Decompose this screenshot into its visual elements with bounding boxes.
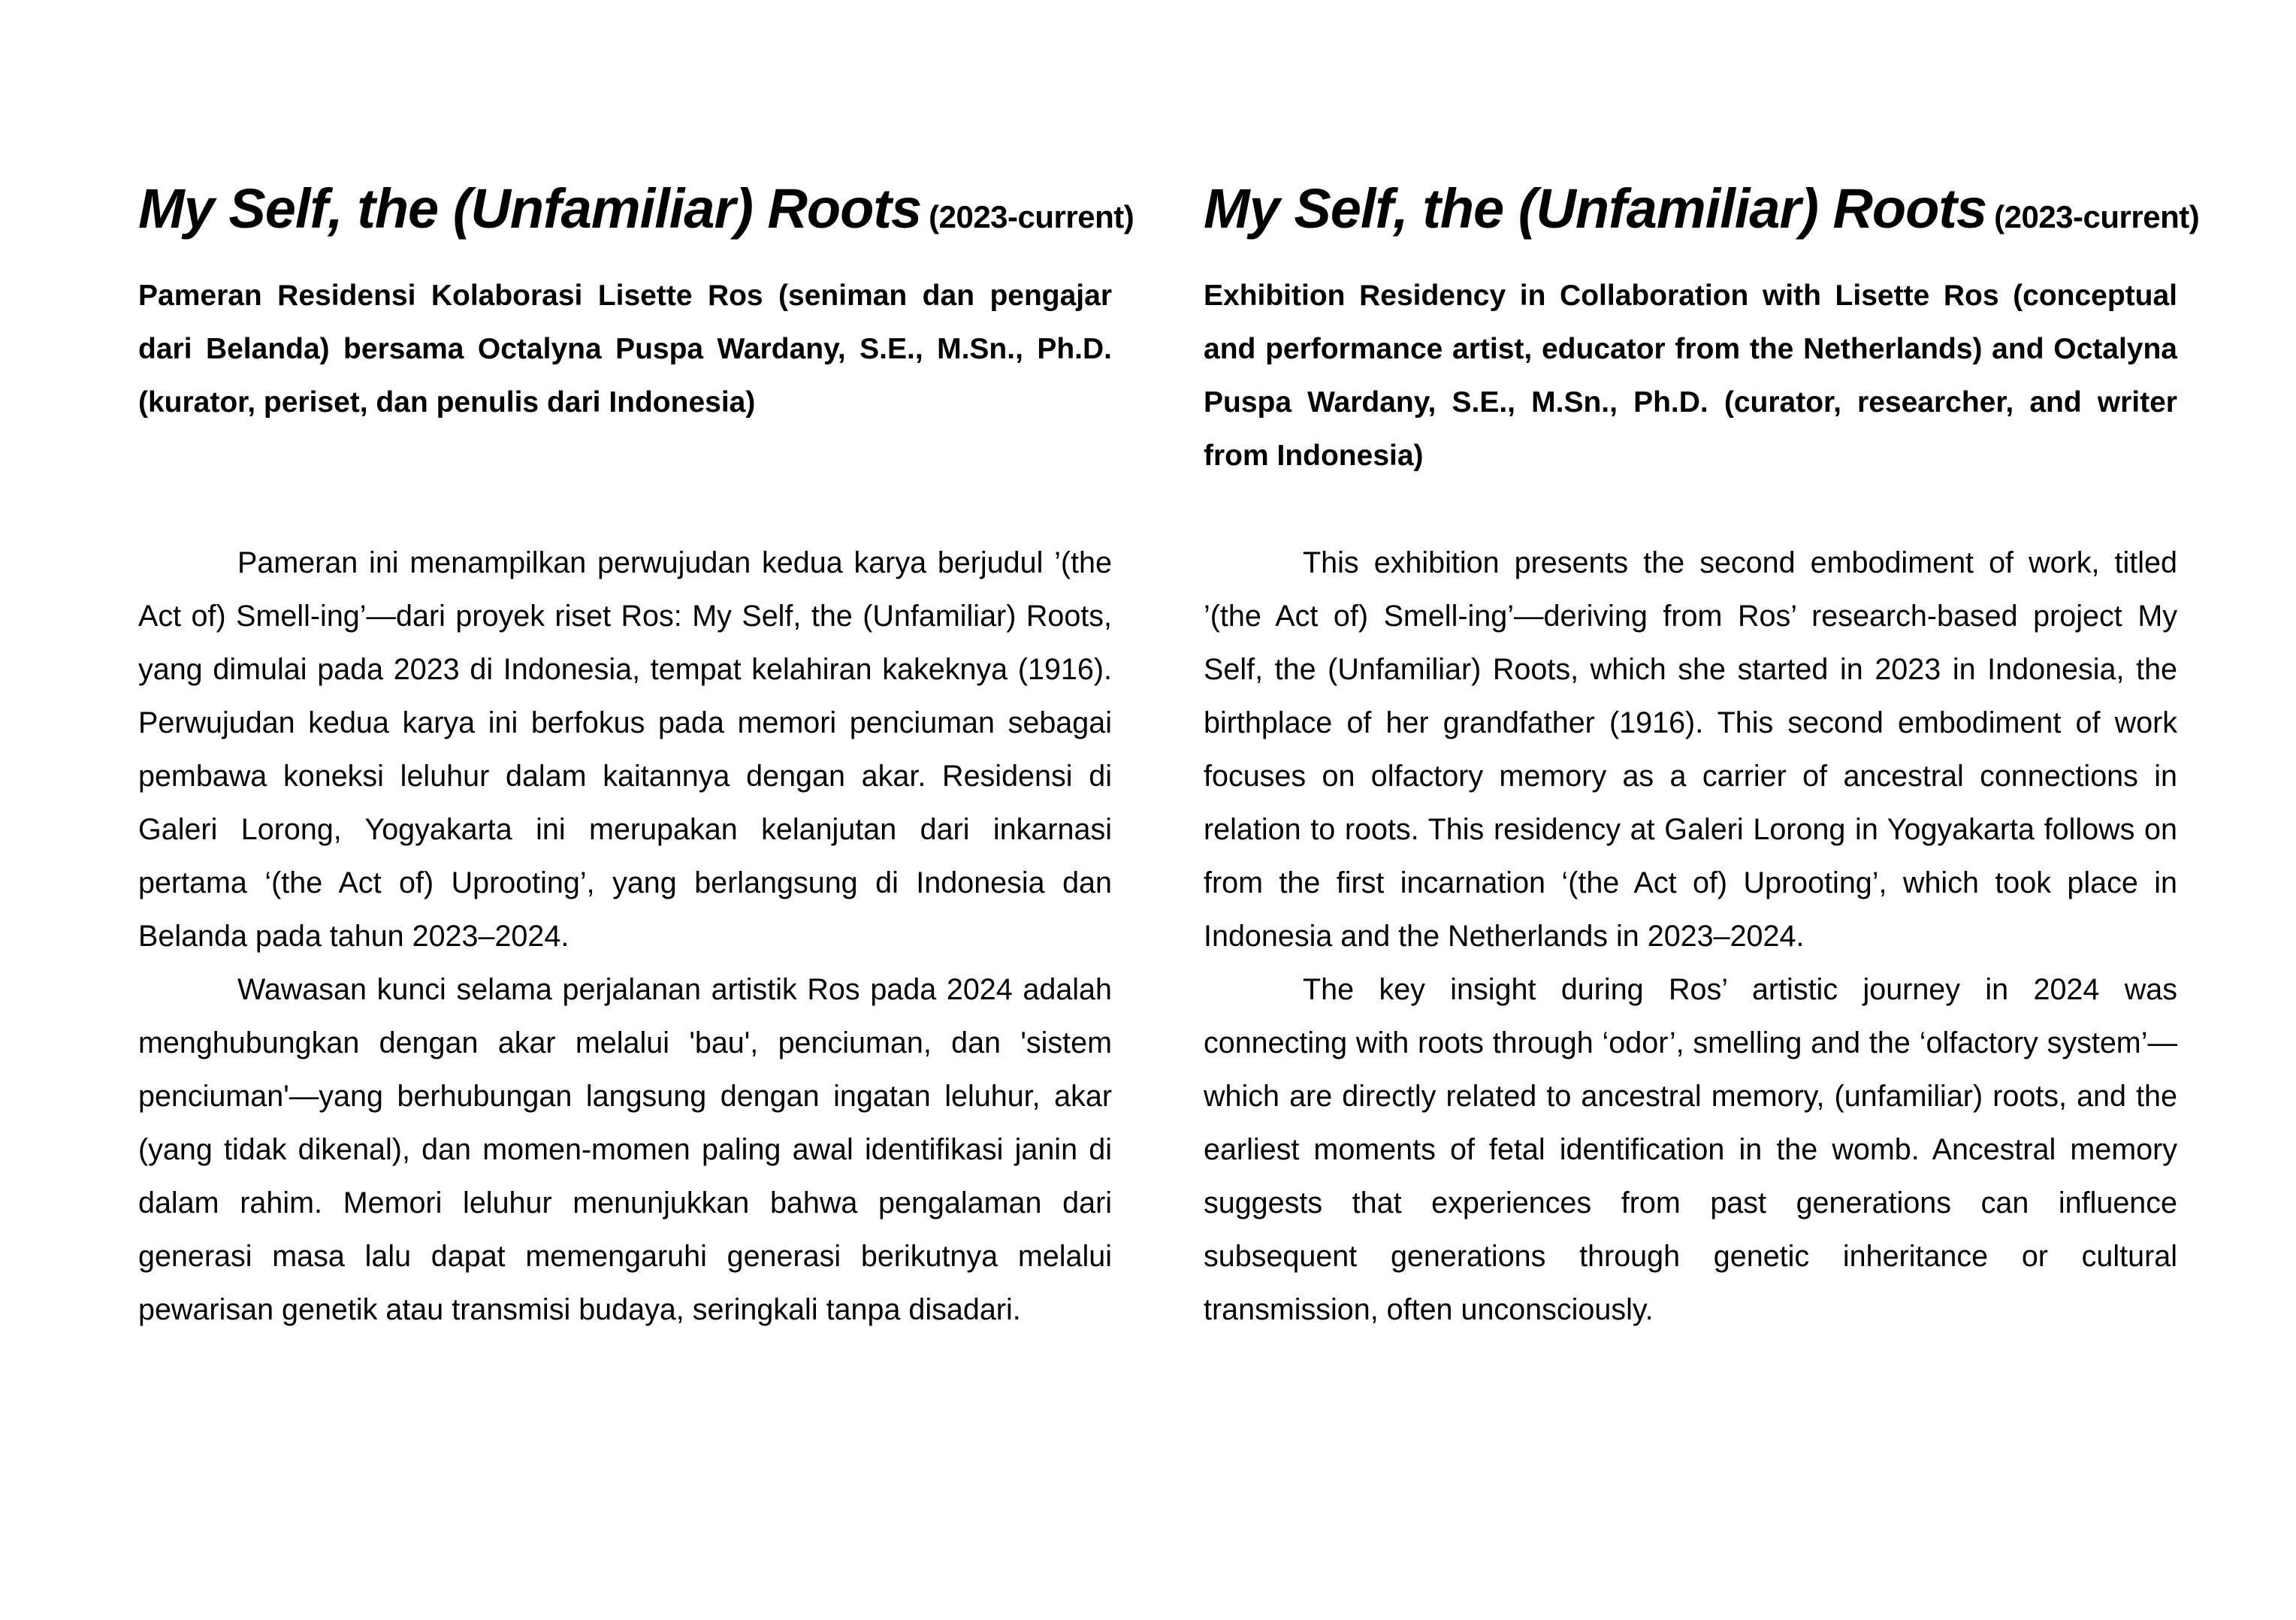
subtitle: Exhibition Residency in Collaboration with Lisette Ros (conceptual and performance artist, educator from the Netherlands) and Octalyna Puspa Wardany, S.E., M.Sn., Ph.D. (curator, researcher, and writer from Indonesia)	[1204, 280, 2177, 472]
title-year: (2023-current)	[1994, 199, 2200, 234]
title-text: My Self, the (Unfamiliar) Roots	[1204, 177, 1987, 240]
body-text	[138, 536, 1112, 1337]
paragraph: Pameran ini menampilkan perwujudan kedua karya berjudul ’(the Act of) Smell-ing’—dari proyek riset Ros: My Self, the (Unfamiliar) Roots, yang dimulai pada 2023 di Indonesia, tempat kelahiran kakeknya (1916). Perwujudan kedua karya ini berfokus pada memori penciuman sebagai pembawa koneksi leluhur dalam kaitannya dengan akar. Residensi di Galeri Lorong, Yogyakarta ini merupakan kelanjutan dari inkarnasi pertama ‘(the Act of) Uprooting’, yang berlangsung di Indonesia dan Belanda pada tahun 2023–2024.	[138, 546, 1112, 953]
paragraph: Wawasan kunci selama perjalanan artistik Ros pada 2024 adalah menghubungkan dengan akar melalui 'bau', penciuman, dan 'sistem penciuman'—yang berhubungan langsung dengan ingatan leluhur, akar (yang tidak dikenal), dan momen-momen paling awal identifikasi janin di dalam rahim. Memori leluhur menunjukkan bahwa pengalaman dari generasi masa lalu dapat memengaruhi generasi berikutnya melalui pewarisan genetik atau transmisi budaya, seringkali tanpa disadari.	[138, 973, 1112, 1326]
page-title	[1204, 164, 2200, 254]
indonesian-column	[138, 164, 1134, 1326]
title-year: (2023-current)	[929, 199, 1134, 234]
paragraph: This exhibition presents the second embodiment of work, titled ’(the Act of) Smell-ing’—deriving from Ros’ research-based project My Self, the (Unfamiliar) Roots, which she started in 2023 in Indonesia, the birthplace of her grandfather (1916). This second embodiment of work focuses on olfactory memory as a carrier of ancestral connections in relation to roots. This residency at Galeri Lorong in Yogyakarta follows on from the first incarnation ‘(the Act of) Uprooting’, which took place in Indonesia and the Netherlands in 2023–2024.	[1204, 546, 2177, 953]
paragraph: The key insight during Ros’ artistic journey in 2024 was connecting with roots through ‘odor’, smelling and the ‘olfactory system’—which are directly related to ancestral memory, (unfamiliar) roots, and the earliest moments of fetal identification in the womb. Ancestral memory suggests that experiences from past generations can influence subsequent generations through genetic inheritance or cultural transmission, often unconsciously.	[1204, 973, 2177, 1326]
english-column	[1204, 164, 2200, 1326]
page-title	[138, 164, 1134, 254]
title-text: My Self, the (Unfamiliar) Roots	[138, 177, 922, 240]
subtitle: Pameran Residensi Kolaborasi Lisette Ros (seniman dan pengajar dari Belanda) bersama Octalyna Puspa Wardany, S.E., M.Sn., Ph.D. (kurator, periset, dan penulis dari Indonesia)	[138, 280, 1112, 419]
body-text	[1204, 536, 2177, 1337]
